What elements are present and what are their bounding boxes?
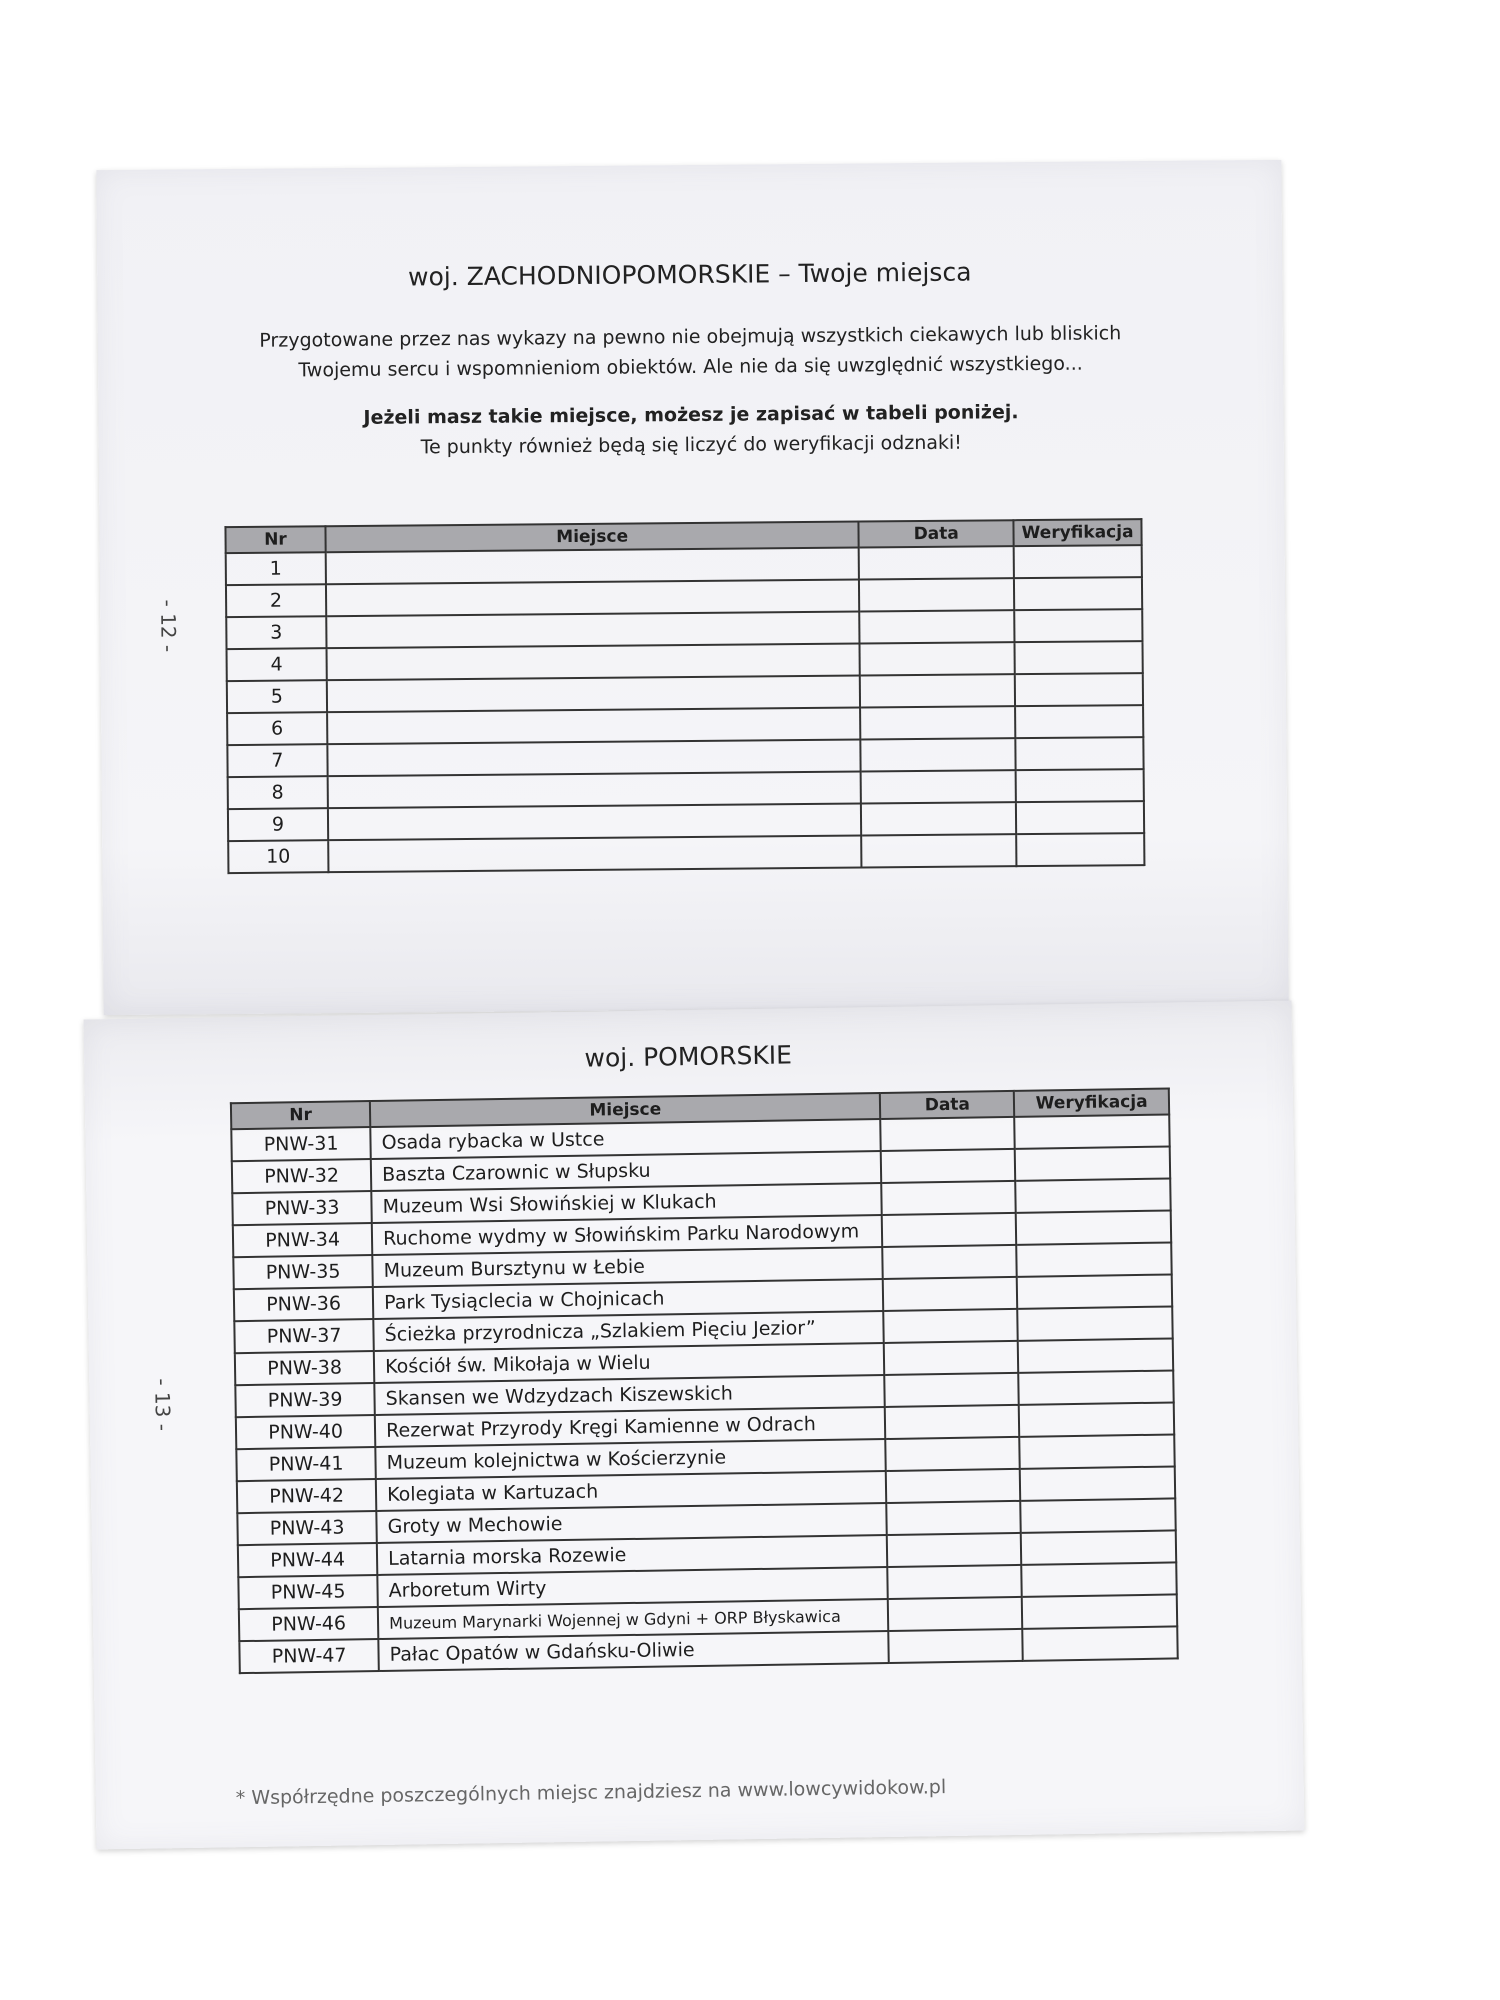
row-number: 8: [228, 776, 328, 809]
intro-bold-line: Jeżeli masz takie miejsce, możesz je zapisać w tabeli poniżej.: [363, 401, 1019, 429]
place-name: Park Tysiąclecia w Chojnicach: [373, 1279, 884, 1319]
verification-blank-cell[interactable]: [1014, 609, 1142, 642]
row-number: PNW-39: [235, 1383, 375, 1417]
date-blank-cell[interactable]: [859, 546, 1014, 579]
places-table-own: [224, 518, 1145, 874]
date-blank-cell[interactable]: [861, 770, 1016, 803]
date-blank-cell[interactable]: [881, 1117, 1015, 1151]
place-name: Pałac Opatów w Gdańsku-Oliwie: [378, 1631, 889, 1671]
intro-line-1: Przygotowane przez nas wykazy na pewno nie obejmują wszystkich ciekawych lub bliskich: [259, 322, 1122, 352]
verification-blank-cell[interactable]: [1019, 1370, 1174, 1404]
column-header-nr: Nr: [231, 1101, 371, 1129]
place-blank-cell[interactable]: [326, 644, 860, 681]
verification-blank-cell[interactable]: [1016, 769, 1144, 802]
verification-blank-cell[interactable]: [1018, 1338, 1173, 1372]
date-blank-cell[interactable]: [859, 578, 1014, 611]
row-number: 4: [227, 648, 327, 681]
date-blank-cell[interactable]: [884, 1309, 1018, 1343]
verification-blank-cell[interactable]: [1015, 1114, 1170, 1148]
row-number: 2: [226, 584, 326, 617]
row-number: PNW-45: [238, 1575, 378, 1609]
date-blank-cell[interactable]: [861, 738, 1016, 771]
page-number: - 13 -: [150, 1378, 176, 1432]
verification-blank-cell[interactable]: [1016, 1210, 1171, 1244]
verification-blank-cell[interactable]: [1020, 1434, 1175, 1468]
verification-blank-cell[interactable]: [1021, 1530, 1176, 1564]
row-number: PNW-46: [239, 1607, 379, 1641]
date-blank-cell[interactable]: [886, 1437, 1020, 1471]
place-name: Osada rybacka w Ustce: [370, 1119, 881, 1159]
page-13: [84, 1001, 1305, 1850]
row-number: PNW-40: [236, 1415, 376, 1449]
date-blank-cell[interactable]: [860, 674, 1015, 707]
table-row: [228, 833, 1144, 873]
date-blank-cell[interactable]: [883, 1277, 1017, 1311]
page-12: [96, 160, 1288, 1015]
page-title: woj. POMORSKIE: [584, 1040, 793, 1073]
date-blank-cell[interactable]: [862, 834, 1017, 867]
place-blank-cell[interactable]: [326, 580, 860, 617]
verification-blank-cell[interactable]: [1015, 641, 1143, 674]
verification-blank-cell[interactable]: [1016, 801, 1144, 834]
verification-blank-cell[interactable]: [1018, 1306, 1173, 1340]
date-blank-cell[interactable]: [885, 1405, 1019, 1439]
verification-blank-cell[interactable]: [1015, 737, 1143, 770]
date-blank-cell[interactable]: [888, 1597, 1022, 1631]
row-number: PNW-33: [232, 1191, 372, 1225]
verification-blank-cell[interactable]: [1017, 1242, 1172, 1276]
row-number: 1: [226, 552, 326, 585]
date-blank-cell[interactable]: [861, 802, 1016, 835]
row-number: PNW-44: [238, 1543, 378, 1577]
row-number: PNW-34: [233, 1223, 373, 1257]
date-blank-cell[interactable]: [886, 1469, 1020, 1503]
row-number: 7: [227, 744, 327, 777]
place-name: Muzeum Wsi Słowińskiej w Klukach: [371, 1183, 882, 1223]
verification-blank-cell[interactable]: [1014, 577, 1142, 610]
date-blank-cell[interactable]: [883, 1245, 1017, 1279]
place-blank-cell[interactable]: [326, 612, 860, 649]
place-name: Kolegiata w Kartuzach: [376, 1471, 887, 1511]
verification-blank-cell[interactable]: [1017, 1274, 1172, 1308]
date-blank-cell[interactable]: [860, 642, 1015, 675]
place-blank-cell[interactable]: [327, 772, 861, 809]
verification-blank-cell[interactable]: [1015, 673, 1143, 706]
date-blank-cell[interactable]: [887, 1501, 1021, 1535]
row-number: 6: [227, 712, 327, 745]
row-number: PNW-43: [237, 1511, 377, 1545]
date-blank-cell[interactable]: [882, 1213, 1016, 1247]
place-name: Groty w Mechowie: [376, 1503, 887, 1543]
place-name: Arboretum Wirty: [377, 1567, 888, 1607]
verification-blank-cell[interactable]: [1014, 545, 1142, 578]
place-blank-cell[interactable]: [328, 836, 862, 873]
column-header-nr: Nr: [225, 526, 325, 553]
row-number: PNW-35: [233, 1255, 373, 1289]
row-number: 3: [226, 616, 326, 649]
verification-blank-cell[interactable]: [1015, 1146, 1170, 1180]
intro-line-3: Te punkty również będą się liczyć do weryfikacji odznaki!: [420, 431, 962, 459]
date-blank-cell[interactable]: [889, 1629, 1023, 1663]
page-title: woj. ZACHODNIOPOMORSKIE – Twoje miejsca: [407, 257, 972, 292]
place-name: Latarnia morska Rozewie: [377, 1535, 888, 1575]
date-blank-cell[interactable]: [884, 1341, 1018, 1375]
column-header-date: Data: [880, 1091, 1014, 1119]
row-number: PNW-37: [234, 1319, 374, 1353]
row-number: PNW-47: [239, 1639, 379, 1673]
verification-blank-cell[interactable]: [1020, 1466, 1175, 1500]
column-header-verification: Weryfikacja: [1013, 519, 1141, 546]
verification-blank-cell[interactable]: [1022, 1594, 1177, 1628]
place-blank-cell[interactable]: [327, 708, 861, 745]
page-number: - 12 -: [156, 599, 181, 653]
place-blank-cell[interactable]: [328, 804, 862, 841]
place-blank-cell[interactable]: [326, 548, 860, 585]
row-number: PNW-31: [231, 1127, 371, 1161]
place-name: Ścieżka przyrodnicza „Szlakiem Pięciu Jezior”: [373, 1311, 884, 1351]
date-blank-cell[interactable]: [887, 1533, 1021, 1567]
place-name: Rezerwat Przyrody Kręgi Kamienne w Odrach: [375, 1407, 886, 1447]
date-blank-cell[interactable]: [860, 610, 1015, 643]
intro-line-2: Twojemu sercu i wspomnieniom obiektów. Ale nie da się uwzględnić wszystkiego...: [298, 352, 1083, 382]
row-number: PNW-36: [234, 1287, 374, 1321]
verification-blank-cell[interactable]: [1016, 833, 1144, 866]
verification-blank-cell[interactable]: [1016, 1178, 1171, 1212]
verification-blank-cell[interactable]: [1019, 1402, 1174, 1436]
date-blank-cell[interactable]: [881, 1149, 1015, 1183]
column-header-place: Miejsce: [325, 522, 859, 553]
row-number: PNW-32: [232, 1159, 372, 1193]
row-number: 5: [227, 680, 327, 713]
place-name: Muzeum Bursztynu w Łebie: [372, 1247, 883, 1287]
date-blank-cell[interactable]: [860, 706, 1015, 739]
date-blank-cell[interactable]: [882, 1181, 1016, 1215]
places-table-pomorskie: [230, 1087, 1179, 1674]
place-name: Baszta Czarownic w Słupsku: [371, 1151, 882, 1191]
column-header-verification: Weryfikacja: [1014, 1089, 1169, 1117]
date-blank-cell[interactable]: [888, 1565, 1022, 1599]
place-name: Kościół św. Mikołaja w Wielu: [374, 1343, 885, 1383]
row-number: PNW-42: [237, 1479, 377, 1513]
place-name: Ruchome wydmy w Słowińskim Parku Narodowym: [372, 1215, 883, 1255]
date-blank-cell[interactable]: [885, 1373, 1019, 1407]
place-blank-cell[interactable]: [327, 676, 861, 713]
row-number: 9: [228, 808, 328, 841]
row-number: 10: [228, 840, 328, 873]
intro-text: [98, 317, 1284, 465]
place-name: Muzeum Marynarki Wojennej w Gdyni + ORP Błyskawica: [378, 1599, 889, 1639]
row-number: PNW-41: [236, 1447, 376, 1481]
footnote: * Współrzędne poszczególnych miejsc znajdziesz na www.lowcywidokow.pl: [235, 1776, 947, 1810]
column-header-place: Miejsce: [370, 1093, 881, 1127]
verification-blank-cell[interactable]: [1023, 1626, 1178, 1660]
verification-blank-cell[interactable]: [1022, 1562, 1177, 1596]
verification-blank-cell[interactable]: [1021, 1498, 1176, 1532]
verification-blank-cell[interactable]: [1015, 705, 1143, 738]
place-blank-cell[interactable]: [327, 740, 861, 777]
place-name: Muzeum kolejnictwa w Kościerzynie: [375, 1439, 886, 1479]
column-header-date: Data: [859, 520, 1014, 547]
place-name: Skansen we Wdzydzach Kiszewskich: [374, 1375, 885, 1415]
row-number: PNW-38: [235, 1351, 375, 1385]
